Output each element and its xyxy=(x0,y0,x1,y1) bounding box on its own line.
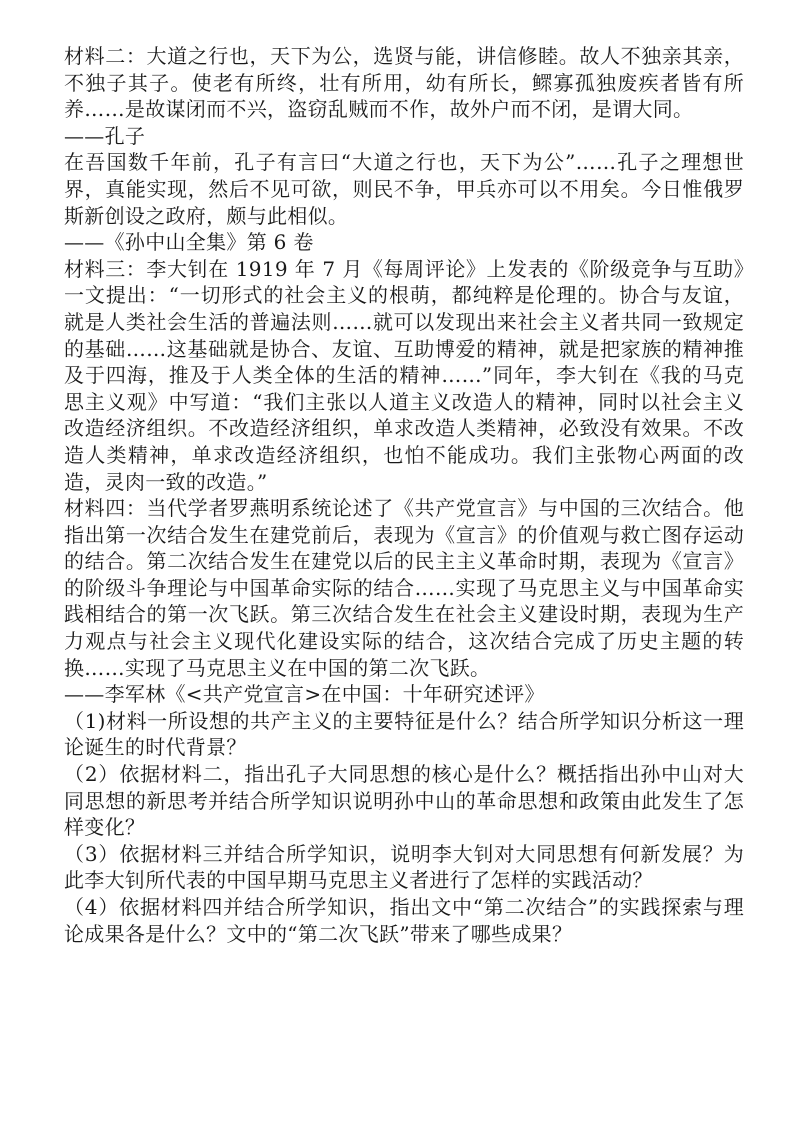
document-body xyxy=(64,43,744,947)
question-2: （2）依据材料二，指出孔子大同思想的核心是什么？概括指出孙中山对大同思想的新思考并结合所学知识说明孙中山的革命思想和政策由此发生了怎样变化？ xyxy=(64,762,744,840)
question-1: （1)材料一所设想的共产主义的主要特征是什么？结合所学知识分析这一理论诞生的时代背景？ xyxy=(64,708,744,760)
material-3-paragraph: 材料三：李大钊在 1919 年 7 月《每周评论》上发表的《阶级竞争与互助》一文提出：“一切形式的社会主义的根萌，都纯粹是伦理的。协合与友谊，就是人类社会生活的普遍法则……就可以发现出来社会主义者共同一致规定的基础……这基础就是协合、友谊、互助博爱的精神，就是把家族的精神推及于四海，推及于人类全体的生活的精神……”同年，李大钊在《我的马克思主义观》中写道：“我们主张以人道主义改造人的精神，同时以社会主义改造经济组织。不改造经济组织，单求改造人类精神，必致没有效果。不改造人类精神，单求改造经济组织，也怕不能成功。我们主张物心两面的改造，灵肉一致的改造。” xyxy=(64,256,744,494)
material-2-paragraph: 材料二：大道之行也，天下为公，选贤与能，讲信修睦。故人不独亲其亲，不独子其子。使老有所终，壮有所用，幼有所长，鳏寡孤独废疾者皆有所养……是故谋闭而不兴，盗窃乱贼而不作，故外户而不闭，是谓大同。 xyxy=(64,44,744,122)
sun-yatsen-quote: 在吾国数千年前，孔子有言曰“大道之行也，天下为公”……孔子之理想世界，真能实现，然后不见可欲，则民不争，甲兵亦可以不用矣。今日惟俄罗斯新创设之政府，颇与此相似。 xyxy=(64,150,744,228)
material-2-attribution: ——孔子 xyxy=(64,123,146,148)
material-4-paragraph: 材料四：当代学者罗燕明系统论述了《共产党宣言》与中国的三次结合。他指出第一次结合发生在建党前后，表现为《宣言》的价值观与救亡图存运动的结合。第二次结合发生在建党以后的民主主义革命时期，表现为《宣言》的阶级斗争理论与中国革命实际的结合……实现了马克思主义与中国革命实践相结合的第一次飞跃。第三次结合发生在社会主义建设时期，表现为生产力观点与社会主义现代化建设实际的结合，这次结合完成了历史主题的转换……实现了马克思主义在中国的第二次飞跃。 xyxy=(64,496,744,680)
question-3: （3）依据材料三并结合所学知识，说明李大钊对大同思想有何新发展？为此李大钊所代表的中国早期马克思主义者进行了怎样的实践活动？ xyxy=(64,841,744,893)
material-4-attribution: ——李军林《<共产党宣言>在中国：十年研究述评》 xyxy=(64,682,545,707)
sun-yatsen-quote-attribution: ——《孙中山全集》第 6 卷 xyxy=(64,230,314,255)
question-4: （4）依据材料四并结合所学知识，指出文中“第二次结合”的实践探索与理论成果各是什么？文中的“第二次飞跃”带来了哪些成果？ xyxy=(64,895,744,946)
